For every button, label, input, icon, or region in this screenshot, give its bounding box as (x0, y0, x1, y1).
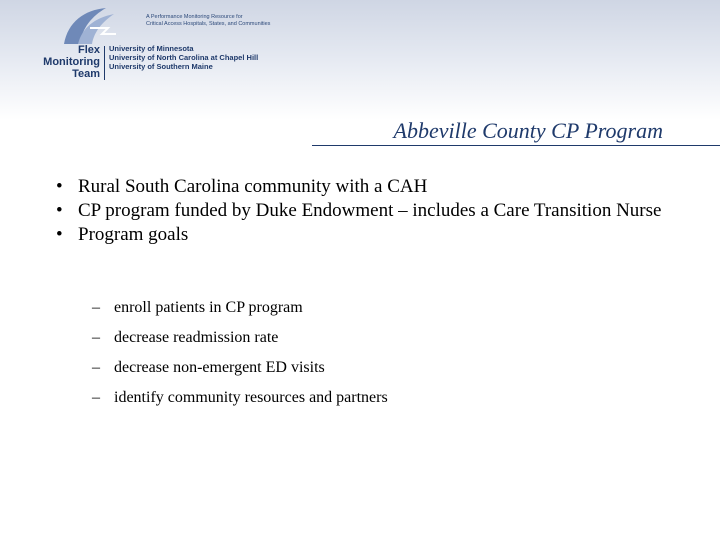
university-item: University of North Carolina at Chapel Hill (109, 53, 259, 62)
university-list (109, 44, 258, 71)
bullet-icon: • (56, 200, 63, 221)
header-divider (104, 46, 105, 80)
bullet-list (56, 175, 676, 247)
university-item: University of Minnesota (109, 44, 194, 53)
sub-bullet-list (92, 293, 388, 413)
sub-bullet-item: – identify community resources and partners (92, 383, 388, 413)
bullet-item: • Rural South Carolina community with a CAH (56, 176, 428, 197)
flex-monitoring-logo-icon (58, 4, 122, 48)
dash-icon: – (92, 359, 100, 376)
tagline: A Performance Monitoring Resource for Critical Access Hospitals, States, and Communities (146, 14, 271, 27)
slide-title: Abbeville County CP Program (393, 118, 663, 143)
header-banner (0, 0, 720, 110)
dash-icon: – (92, 389, 100, 406)
dash-icon: – (92, 329, 100, 346)
sub-bullet-item: – decrease readmission rate (92, 323, 388, 353)
bullet-item: • CP program funded by Duke Endowment – includes a Care Transition Nurse (56, 200, 662, 221)
bullet-item: • Program goals (56, 224, 189, 245)
university-item: University of Southern Maine (109, 62, 213, 71)
org-name: Flex Monitoring Team (43, 44, 100, 80)
bullet-icon: • (56, 176, 63, 197)
dash-icon: – (92, 299, 100, 316)
sub-bullet-item: – decrease non-emergent ED visits (92, 353, 388, 383)
bullet-icon: • (56, 224, 63, 245)
sub-bullet-item: – enroll patients in CP program (92, 293, 388, 323)
title-underline (312, 145, 720, 146)
